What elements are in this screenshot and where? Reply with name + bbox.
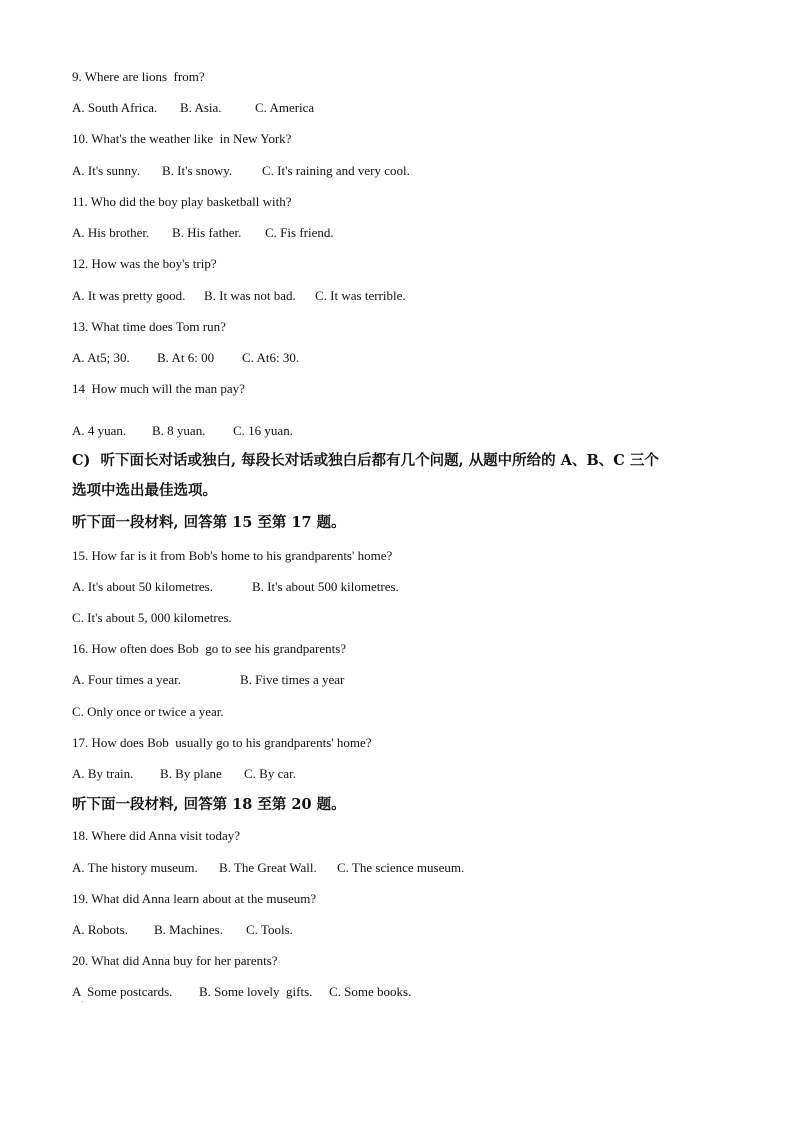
material-group-2-heading: 听下面一段材料, 回答第 18 至第 20 题。 [72,796,346,813]
option-b: B. At 6: 00 [157,350,215,365]
option-a: A. The history museum. [72,860,198,875]
option-a: A. By train. [72,766,134,781]
option-a: A. At5; 30. [72,350,130,365]
option-c: C. 16 yuan. [233,423,293,438]
option-b: B. By plane [160,766,222,781]
question-13: 13. What time does Tom run? [72,319,226,334]
question-15-option-c: C. It's about 5, 000 kilometres. [72,610,232,625]
question-11: 11. Who did the boy play basketball with? [72,194,292,209]
question-14: 14 How much will the man pay? [72,381,245,396]
option-c: C. America [255,100,315,115]
option-a: A. Robots. [72,922,128,937]
question-20: 20. What did Anna buy for her parents? [72,953,278,968]
option-b: B. It's snowy. [162,163,233,178]
option-b: B. It was not bad. [204,288,296,303]
section-c-instruction-cont: 选项中选出最佳选项。 [72,482,217,499]
question-15: 15. How far is it from Bob's home to his grandparents' home? [72,548,393,563]
option-a: A. His brother. [72,225,150,240]
option-b: B. 8 yuan. [152,423,206,438]
stray-mark: ' [82,1001,84,1007]
question-19: 19. What did Anna learn about at the museum? [72,891,317,906]
question-10: 10. What's the weather like in New York? [72,131,292,146]
material-group-1-heading: 听下面一段材料, 回答第 15 至第 17 题。 [72,514,346,531]
option-b: B. Some lovely gifts. [199,984,313,999]
option-a: A. It was pretty good. [72,288,186,303]
question-20-options [72,984,412,1064]
option-c: C. Tools. [246,922,293,937]
question-12: 12. How was the boy's trip? [72,256,217,271]
option-b: B. Machines. [154,922,223,937]
option-c: C. At6: 30. [242,350,300,365]
option-b: B. The Great Wall. [219,860,317,875]
question-9: 9. Where are lions from? [72,69,205,84]
option-c: C. It's raining and very cool. [262,163,410,178]
option-a: A. South Africa. [72,100,158,115]
option-c: C. Some books. [329,984,412,999]
option-c: C. Fis friend. [265,225,334,240]
option-b: B. His father. [172,225,242,240]
question-16: 16. How often does Bob go to see his grandparents? [72,641,347,656]
stray-mark: ' [86,397,88,403]
option-b: B. Asia. [180,100,222,115]
option-a: A. It's about 50 kilometres. [72,579,213,594]
option-b: B. It's about 500 kilometres. [252,579,399,594]
option-a: A. It's sunny. [72,163,140,178]
question-18: 18. Where did Anna visit today? [72,828,241,843]
option-c: C. It was terrible. [315,288,406,303]
section-c-instruction: C) 听下面长对话或独白, 每段长对话或独白后都有几个问题, 从题中所给的 A、B、C 三个 [72,452,659,469]
option-a: A. 4 yuan. [72,423,127,438]
option-c: C. By car. [244,766,296,781]
question-16-option-c: C. Only once or twice a year. [72,704,224,719]
option-c: C. The science museum. [337,860,465,875]
option-b: B. Five times a year [240,672,345,687]
question-17: 17. How does Bob usually go to his grandparents' home? [72,735,372,750]
option-a: A Some postcards. [72,984,173,999]
option-a: A. Four times a year. [72,672,182,687]
